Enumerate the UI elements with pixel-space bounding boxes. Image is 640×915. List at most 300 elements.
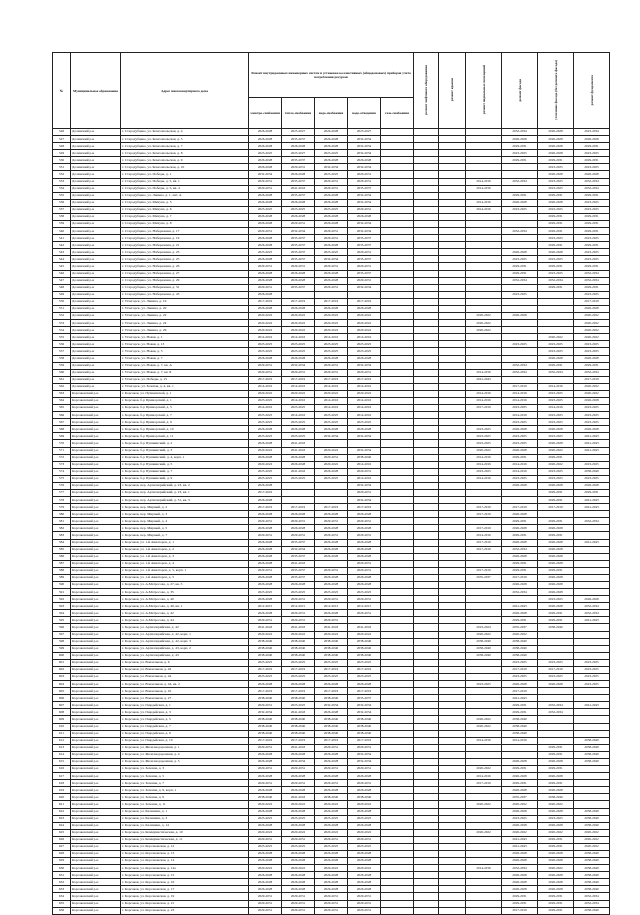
row-number: 546 <box>53 270 71 277</box>
row-number: 615 <box>53 758 71 765</box>
basement-cell <box>466 256 502 263</box>
insulation-cell: 2029-2031 <box>538 454 574 461</box>
insulation-cell: 2029-2031 <box>538 751 574 758</box>
drain-cell: 2029-2031 <box>348 468 381 475</box>
row-number: 564 <box>53 397 71 404</box>
basement-cell <box>466 702 502 709</box>
foundation-cell <box>574 773 610 780</box>
roof-cell <box>439 872 466 879</box>
foundation-cell: 2026-2028 <box>574 482 610 489</box>
heat-cell: 2026-2028 <box>282 773 315 780</box>
heat-cell: 2035-2037 <box>282 157 315 164</box>
power-cell: 2023-2025 <box>249 843 282 850</box>
power-cell: 2023-2025 <box>249 433 282 440</box>
facade-cell: 2026-2028 <box>502 610 538 617</box>
roof-cell <box>439 298 466 305</box>
power-cell: 2029-2031 <box>249 284 282 291</box>
water-cell: 2026-2028 <box>315 879 348 886</box>
power-cell: 2038-2040 <box>249 723 282 730</box>
roof-cell <box>439 433 466 440</box>
heat-cell: 2026-2028 <box>282 171 315 178</box>
facade-cell <box>502 242 538 249</box>
gas-cell <box>381 334 414 341</box>
table-row <box>53 284 610 291</box>
facade-cell: 2026-2028 <box>502 850 538 857</box>
drain-cell: 2029-2031 <box>348 518 381 525</box>
foundation-cell: 2032-2034 <box>574 369 610 376</box>
facade-cell: 2041-2043 <box>502 695 538 702</box>
lift-cell <box>414 666 439 673</box>
facade-cell: 2026-2028 <box>502 879 538 886</box>
heat-cell: 2029-2031 <box>282 836 315 843</box>
basement-cell <box>466 560 502 567</box>
power-cell: 2026-2028 <box>249 582 282 589</box>
table-row <box>53 843 610 850</box>
row-number: 631 <box>53 872 71 879</box>
lift-cell <box>414 716 439 723</box>
facade-cell: 2032-2034 <box>502 369 538 376</box>
water-cell: 2029-2031 <box>315 744 348 751</box>
row-number: 620 <box>53 794 71 801</box>
foundation-cell: 2023-2025 <box>574 681 610 688</box>
address-cell: г. Корсаков, ул. Корсаковская, д. 15 <box>121 872 249 879</box>
drain-cell: 2029-2031 <box>348 567 381 574</box>
address-cell: г. Стародубцево, ул. Набережная, д. 31 <box>121 284 249 291</box>
row-number: 554 <box>53 327 71 334</box>
roof-cell <box>439 659 466 666</box>
address-cell: г. Углегорск, ул. Ленина, д. 24 <box>121 320 249 327</box>
row-number: 563 <box>53 390 71 397</box>
gas-cell <box>381 157 414 164</box>
facade-cell: 2032-2034 <box>502 589 538 596</box>
drain-cell: 2026-2028 <box>348 525 381 532</box>
table-row <box>53 150 610 157</box>
water-cell: 2026-2028 <box>315 270 348 277</box>
address-cell: г. Корсаков, б-р Пушкинский, д. 4, корп. 1 <box>121 454 249 461</box>
facade-cell: 2041-2043 <box>502 603 538 610</box>
power-cell: 2026-2028 <box>249 136 282 143</box>
water-cell: 2020-2022 <box>315 865 348 872</box>
water-cell: 2029-2031 <box>315 369 348 376</box>
table-row <box>53 341 610 348</box>
insulation-cell: 2029-2031 <box>538 617 574 624</box>
facade-cell <box>502 305 538 312</box>
municipality-cell: Корсаковский р-н <box>71 447 121 454</box>
address-cell: г. Корсаков, ул. Железнодорожная, д. 4 <box>121 751 249 758</box>
municipality-cell: Корсаковский р-н <box>71 730 121 737</box>
power-cell: 2012-2015 <box>249 603 282 610</box>
facade-cell: 2026-2028 <box>502 249 538 256</box>
heat-cell: 2023-2025 <box>282 659 315 666</box>
municipality-cell: Долинский р-н <box>71 213 121 220</box>
drain-cell: 2026-2028 <box>348 305 381 312</box>
lift-cell <box>414 164 439 171</box>
address-cell: г. Корсаков, ул. Вокзальная, д. 44 <box>121 674 249 681</box>
drain-cell: 2038-2040 <box>348 723 381 730</box>
water-cell: 2029-2031 <box>315 185 348 192</box>
roof-cell <box>439 879 466 886</box>
gas-cell <box>381 822 414 829</box>
roof-cell <box>439 497 466 504</box>
header-drain: водо-отведения <box>348 98 381 129</box>
insulation-cell <box>538 723 574 730</box>
heat-cell: 2041-2043 <box>282 794 315 801</box>
municipality-cell: Корсаковский р-н <box>71 744 121 751</box>
insulation-cell: 2014-2016 <box>538 405 574 412</box>
insulation-cell <box>538 327 574 334</box>
roof-cell <box>439 766 466 773</box>
facade-cell: 2038-2040 <box>502 730 538 737</box>
roof-cell <box>439 242 466 249</box>
power-cell: 2023-2025 <box>249 475 282 482</box>
foundation-cell <box>574 574 610 581</box>
row-number: 538 <box>53 213 71 220</box>
gas-cell <box>381 617 414 624</box>
insulation-cell <box>538 730 574 737</box>
drain-cell: 2035-2037 <box>348 695 381 702</box>
insulation-cell: 2026-2028 <box>538 886 574 893</box>
power-cell: 2014-2016 <box>249 405 282 412</box>
roof-cell <box>439 836 466 843</box>
water-cell: 2023-2025 <box>315 589 348 596</box>
heat-cell: 2029-2031 <box>282 900 315 907</box>
power-cell: 2023-2025 <box>249 468 282 475</box>
gas-cell <box>381 412 414 419</box>
facade-cell <box>502 164 538 171</box>
water-cell: 2014-2016 <box>315 334 348 341</box>
basement-cell <box>466 192 502 199</box>
water-cell: 2026-2028 <box>315 468 348 475</box>
table-row <box>53 489 610 496</box>
facade-cell: 2014-2016 <box>502 390 538 397</box>
facade-cell <box>502 489 538 496</box>
power-cell: 2023-2025 <box>249 249 282 256</box>
facade-cell: 2029-2031 <box>502 766 538 773</box>
heat-cell: 2038-2040 <box>282 652 315 659</box>
header-foundation: ремонт фундамента <box>574 53 610 129</box>
water-cell: 2023-2025 <box>315 419 348 426</box>
facade-cell: 2026-2028 <box>502 872 538 879</box>
drain-cell: 2038-2040 <box>348 716 381 723</box>
basement-cell: 2020-2022 <box>466 801 502 808</box>
water-cell: 2023-2025 <box>315 249 348 256</box>
facade-cell: 2032-2034 <box>502 228 538 235</box>
lift-cell <box>414 560 439 567</box>
roof-cell <box>439 716 466 723</box>
gas-cell <box>381 390 414 397</box>
basement-cell: 2017-2019 <box>466 780 502 787</box>
row-number: 544 <box>53 256 71 263</box>
row-number: 597 <box>53 631 71 638</box>
municipality-cell: Долинский р-н <box>71 136 121 143</box>
roof-cell <box>439 666 466 673</box>
basement-cell <box>466 419 502 426</box>
insulation-cell: 2026-2028 <box>538 136 574 143</box>
table-row <box>53 652 610 659</box>
gas-cell <box>381 907 414 914</box>
basement-cell <box>466 291 502 298</box>
municipality-cell: Долинский р-н <box>71 157 121 164</box>
municipality-cell: Корсаковский р-н <box>71 497 121 504</box>
gas-cell <box>381 362 414 369</box>
insulation-cell <box>538 376 574 383</box>
roof-cell <box>439 504 466 511</box>
gas-cell <box>381 539 414 546</box>
drain-cell: 2020-2022 <box>348 829 381 836</box>
foundation-cell: 2029-2031 <box>574 263 610 270</box>
table-row <box>53 143 610 150</box>
foundation-cell <box>574 709 610 716</box>
water-cell: 2041-2043 <box>315 624 348 631</box>
gas-cell <box>381 688 414 695</box>
table-row <box>53 744 610 751</box>
lift-cell <box>414 695 439 702</box>
facade-cell <box>502 334 538 341</box>
water-cell: 2026-2028 <box>315 143 348 150</box>
gas-cell <box>381 192 414 199</box>
drain-cell: 2026-2028 <box>348 879 381 886</box>
heat-cell: 2026-2028 <box>282 886 315 893</box>
basement-cell <box>466 787 502 794</box>
municipality-cell: Корсаковский р-н <box>71 567 121 574</box>
address-cell: г. Стародубцево, ул. Мичуна, д. 5 <box>121 199 249 206</box>
insulation-cell: 2026-2028 <box>538 872 574 879</box>
heat-cell: 2026-2028 <box>282 305 315 312</box>
roof-cell <box>439 631 466 638</box>
power-cell: 2029-2031 <box>249 532 282 539</box>
heat-cell: 2029-2031 <box>282 780 315 787</box>
address-cell: г. Стародубцево, ул. Набережная, д. 17 <box>121 228 249 235</box>
gas-cell <box>381 355 414 362</box>
address-cell: г. Стародубцево, ул. Комсомольская, д. 8 <box>121 150 249 157</box>
insulation-cell: 2029-2031 <box>538 242 574 249</box>
roof-cell <box>439 320 466 327</box>
foundation-cell <box>574 730 610 737</box>
municipality-cell: Долинский р-н <box>71 284 121 291</box>
drain-cell: 2032-2034 <box>348 433 381 440</box>
heat-cell: 2020-2022 <box>282 829 315 836</box>
row-number: 611 <box>53 730 71 737</box>
heat-cell: 2038-2040 <box>282 730 315 737</box>
gas-cell <box>381 228 414 235</box>
roof-cell <box>439 383 466 390</box>
lift-cell <box>414 235 439 242</box>
heat-cell: 2029-2031 <box>282 893 315 900</box>
address-cell: г. Корсаков, ул. Корсаковская, д. 14а <box>121 865 249 872</box>
row-number: 540 <box>53 228 71 235</box>
basement-cell <box>466 688 502 695</box>
municipality-cell: Корсаковский р-н <box>71 624 121 631</box>
row-number: 571 <box>53 447 71 454</box>
basement-cell: 2017-2019 <box>466 405 502 412</box>
address-cell: г. Стародубцево, ул. Мичуна, д. 8 <box>121 221 249 228</box>
facade-cell: 2038-2040 <box>502 645 538 652</box>
gas-cell <box>381 249 414 256</box>
table-row <box>53 390 610 397</box>
row-number: 559 <box>53 362 71 369</box>
row-number: 579 <box>53 504 71 511</box>
foundation-cell <box>574 582 610 589</box>
drain-cell: 2032-2034 <box>348 482 381 489</box>
water-cell: 2026-2028 <box>315 136 348 143</box>
foundation-cell: 2020-2022 <box>574 829 610 836</box>
lift-cell <box>414 178 439 185</box>
basement-cell <box>466 497 502 504</box>
municipality-cell: Долинский р-н <box>71 355 121 362</box>
row-number: 578 <box>53 497 71 504</box>
lift-cell <box>414 858 439 865</box>
insulation-cell: 2026-2028 <box>538 858 574 865</box>
basement-cell <box>466 235 502 242</box>
insulation-cell: 2029-2031 <box>538 766 574 773</box>
basement-cell <box>466 412 502 419</box>
table-row <box>53 263 610 270</box>
facade-cell <box>502 348 538 355</box>
row-number: 619 <box>53 787 71 794</box>
drain-cell: 2029-2031 <box>348 893 381 900</box>
facade-cell: 2029-2031 <box>502 780 538 787</box>
row-number: 549 <box>53 291 71 298</box>
insulation-cell: 2026-2028 <box>538 171 574 178</box>
gas-cell <box>381 305 414 312</box>
foundation-cell <box>574 525 610 532</box>
insulation-cell: 2020-2022 <box>538 865 574 872</box>
table-row <box>53 171 610 178</box>
power-cell: 2026-2028 <box>249 560 282 567</box>
gas-cell <box>381 284 414 291</box>
drain-cell: 2035-2037 <box>348 242 381 249</box>
foundation-cell <box>574 624 610 631</box>
basement-cell: 2020-2022 <box>466 313 502 320</box>
power-cell: 2026-2028 <box>249 235 282 242</box>
basement-cell <box>466 164 502 171</box>
insulation-cell: 2026-2028 <box>538 129 574 136</box>
table-row <box>53 836 610 843</box>
row-number: 574 <box>53 468 71 475</box>
foundation-cell <box>574 532 610 539</box>
address-cell: г. Стародубцево, ул. Комсомольская, д. 7 <box>121 143 249 150</box>
lift-cell <box>414 341 439 348</box>
basement-cell: 2014-2016 <box>466 397 502 404</box>
address-cell: г. Углегорск, ул. Новая, д. 5 <box>121 348 249 355</box>
row-number: 605 <box>53 688 71 695</box>
basement-cell <box>466 221 502 228</box>
address-cell: г. Корсаков, ул. Корсаковская, д. 17 <box>121 886 249 893</box>
power-cell: 2026-2028 <box>249 426 282 433</box>
roof-cell <box>439 709 466 716</box>
power-cell: 2029-2031 <box>249 744 282 751</box>
gas-cell <box>381 298 414 305</box>
insulation-cell <box>538 645 574 652</box>
water-cell: 2026-2028 <box>315 681 348 688</box>
gas-cell <box>381 341 414 348</box>
table-row <box>53 313 610 320</box>
basement-cell <box>466 850 502 857</box>
row-number: 595 <box>53 617 71 624</box>
insulation-cell: 2026-2028 <box>538 482 574 489</box>
power-cell: 2026-2028 <box>249 539 282 546</box>
foundation-cell <box>574 553 610 560</box>
foundation-cell: 2029-2031 <box>574 143 610 150</box>
lift-cell <box>414 397 439 404</box>
basement-cell: 2020-2022 <box>466 829 502 836</box>
heat-cell: 2026-2028 <box>282 213 315 220</box>
facade-cell: 2020-2022 <box>502 801 538 808</box>
basement-cell <box>466 674 502 681</box>
basement-cell <box>466 129 502 136</box>
water-cell: 2038-2040 <box>315 723 348 730</box>
address-cell: г. Углегорск, ул. Новая, д. 1 <box>121 334 249 341</box>
drain-cell: 2023-2025 <box>348 419 381 426</box>
lift-cell <box>414 596 439 603</box>
water-cell: 2029-2031 <box>315 518 348 525</box>
facade-cell: 2029-2031 <box>502 263 538 270</box>
row-number: 530 <box>53 157 71 164</box>
roof-cell <box>439 688 466 695</box>
insulation-cell: 2023-2025 <box>538 468 574 475</box>
address-cell: г. Корсаков, ул. Корсаковская, д. 23 <box>121 907 249 914</box>
water-cell: 2017-2019 <box>315 298 348 305</box>
gas-cell <box>381 681 414 688</box>
heat-cell: 2035-2037 <box>282 284 315 291</box>
foundation-cell: 2041-2043 <box>574 433 610 440</box>
heat-cell: 2041-2043 <box>282 744 315 751</box>
heat-cell: 2032-2034 <box>282 546 315 553</box>
gas-cell <box>381 780 414 787</box>
municipality-cell: Корсаковский р-н <box>71 688 121 695</box>
water-cell: 2032-2034 <box>315 702 348 709</box>
water-cell: 2026-2028 <box>315 886 348 893</box>
roof-cell <box>439 610 466 617</box>
power-cell: 2023-2025 <box>249 815 282 822</box>
lift-cell <box>414 440 439 447</box>
basement-cell <box>466 298 502 305</box>
roof-cell <box>439 723 466 730</box>
gas-cell <box>381 603 414 610</box>
address-cell: г. Корсаков, пер. Артиллерийский, д. 23, кв. 2 <box>121 482 249 489</box>
basement-cell <box>466 872 502 879</box>
row-number: 622 <box>53 808 71 815</box>
roof-cell <box>439 702 466 709</box>
table-row <box>53 242 610 249</box>
water-cell: 2029-2031 <box>315 766 348 773</box>
row-number: 581 <box>53 518 71 525</box>
gas-cell <box>381 702 414 709</box>
gas-cell <box>381 525 414 532</box>
municipality-cell: Корсаковский р-н <box>71 758 121 765</box>
gas-cell <box>381 320 414 327</box>
facade-cell: 2017-2019 <box>502 504 538 511</box>
header-water: водо-снабжения <box>315 98 348 129</box>
table-row <box>53 808 610 815</box>
municipality-cell: Корсаковский р-н <box>71 695 121 702</box>
municipality-cell: Долинский р-н <box>71 263 121 270</box>
foundation-cell: 2023-2025 <box>574 674 610 681</box>
lift-cell <box>414 822 439 829</box>
table-row <box>53 589 610 596</box>
table-row <box>53 447 610 454</box>
address-cell: г. Углегорск, ул. Ленина, д. 26 <box>121 327 249 334</box>
address-cell: г. Корсаков, ул. Зеленая, д. 7 <box>121 780 249 787</box>
address-cell: г. Корсаков, ул. А.Матросова, д. 44 <box>121 617 249 624</box>
heat-cell: 2029-2031 <box>282 518 315 525</box>
heat-cell: 2026-2028 <box>282 850 315 857</box>
water-cell: 2017-2019 <box>315 504 348 511</box>
basement-cell <box>466 659 502 666</box>
power-cell: 2026-2028 <box>249 242 282 249</box>
gas-cell <box>381 270 414 277</box>
basement-cell: 2014-2016 <box>466 369 502 376</box>
